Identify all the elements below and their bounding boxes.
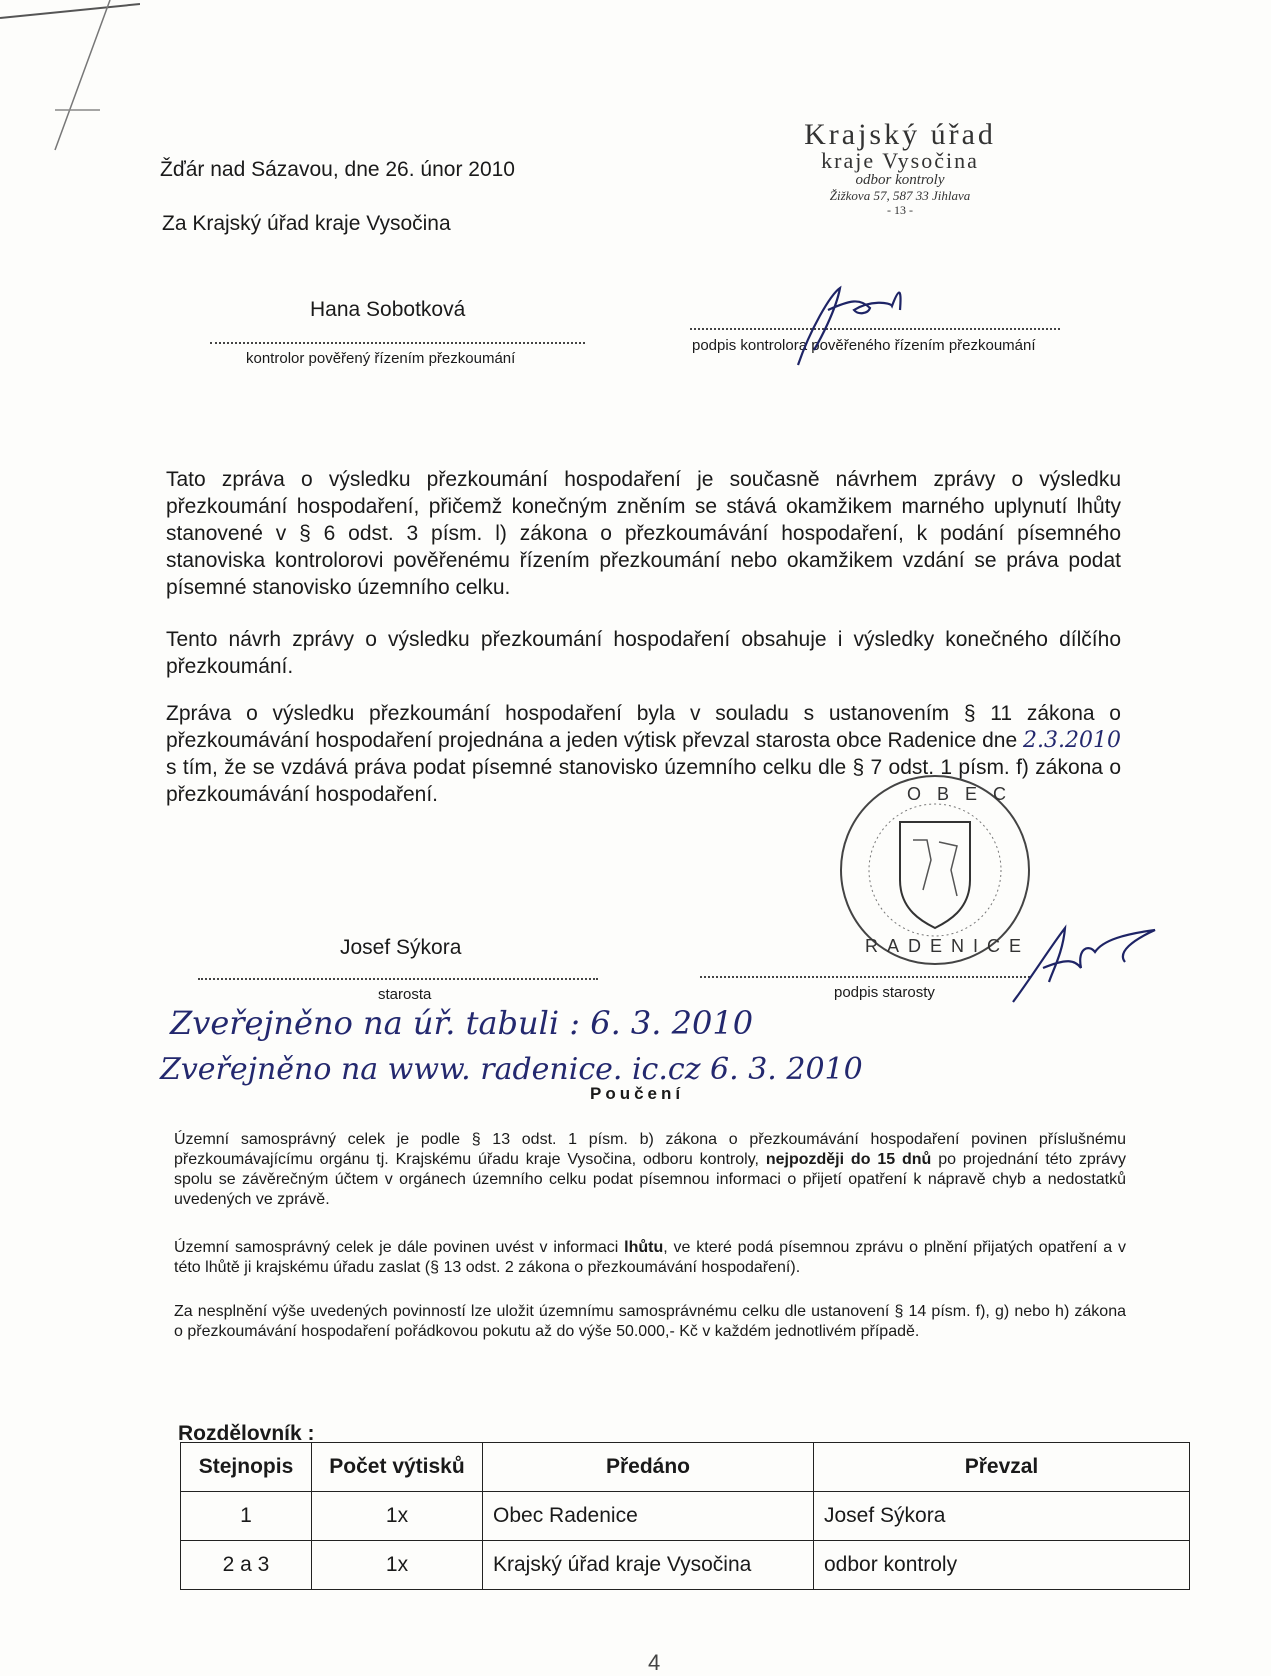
- controller-name: Hana Sobotková: [310, 298, 466, 321]
- cell-count: 1x: [312, 1492, 483, 1541]
- cell-handed-over: Krajský úřad kraje Vysočina: [483, 1541, 814, 1590]
- header-count: Počet výtisků: [312, 1443, 483, 1492]
- office-stamp-line4: Žižkova 57, 587 33 Jihlava: [829, 188, 971, 203]
- instructions-p1-deadline: nejpozději do 15 dnů: [765, 1151, 932, 1168]
- controller-signature-line: [210, 342, 585, 344]
- paragraph-1: Tato zpráva o výsledku přezkoumání hospodaření je současně návrhem zprávy o výsledku přezkoumání hospodaření, přičemž konečným zněním se stává okamžikem marného uplynutí lhůty stanovené v § 6 odst. 3 písm. l) zákona o přezkoumávání hospodaření, k podání písemného stanoviska kontrolorovi pověřenému řízením přezkoumání nebo okamžikem vzdání se práva podat písemné stanovisko územního celku.: [166, 468, 1121, 599]
- distribution-table: [180, 1442, 1190, 1590]
- cell-copy: 2 a 3: [181, 1541, 312, 1590]
- mayor-signature: [1005, 918, 1165, 1008]
- distribution-header-row: [181, 1443, 1190, 1492]
- cell-handed-over: Obec Radenice: [483, 1492, 814, 1541]
- distribution-title: Rozdělovník :: [178, 1422, 315, 1445]
- instructions-title: Poučení: [590, 1084, 685, 1103]
- table-row: [181, 1541, 1190, 1590]
- controller-signature: [780, 280, 930, 370]
- mayor-signature-caption: podpis starosty: [834, 984, 935, 1001]
- handover-date: 2.3.2010: [1023, 728, 1121, 753]
- instructions-p1-text-b: po projednání této zprávy spolu se závěrečným účtem v orgánech územního celku podat písemnou informaci o přijetí opatření k nápravě chyb a nedostatků uvedených ve zprávě.: [174, 1151, 1127, 1208]
- office-stamp-line1: Krajský úřad: [804, 118, 996, 151]
- controller-caption: kontrolor pověřený řízením přezkoumání: [246, 350, 516, 367]
- instructions-p2-text-a: Územní samosprávný celek je dále povinen uvést v informaci: [174, 1239, 619, 1256]
- paragraph-3-before: Zpráva o výsledku přezkoumání hospodaření byla v souladu s ustanovením § 11 zákona o přezkoumávání hospodaření projednána a jeden výtisk převzal starosta obce Radenice dne: [166, 702, 1121, 752]
- instructions-paragraph-1: [174, 1130, 1126, 1210]
- header-received: Převzal: [814, 1443, 1190, 1492]
- cell-received: Josef Sýkora: [814, 1492, 1190, 1541]
- mayor-name: Josef Sýkora: [340, 936, 462, 959]
- header-handed-over: Předáno: [483, 1443, 814, 1492]
- instructions-p2-text-b: , ve které podá písemnou zprávu o plnění přijatých opatření a v této lhůtě ji krajskému úřadu zaslat (§ 13 odst. 2 zákona o přezkoumávání hospodaření).: [174, 1239, 1127, 1276]
- instructions-paragraph-2: [174, 1238, 1126, 1278]
- header-copy: Stejnopis: [181, 1443, 312, 1492]
- for-office: Za Krajský úřad kraje Vysočina: [162, 212, 451, 235]
- mayor-caption: starosta: [378, 986, 432, 1003]
- municipal-stamp-bottom: RADENICE: [865, 936, 1031, 956]
- table-row: [181, 1492, 1190, 1541]
- cell-copy: 1: [181, 1492, 312, 1541]
- mayor-signature-line: [198, 978, 598, 980]
- instructions-p1-text-a: Územní samosprávný celek je podle § 13 odst. 1 písm. b) zákona o přezkoumávání hospodaření povinen příslušnému přezkoumávajícímu orgánu tj. Krajskému úřadu kraje Vysočina, odboru kontroly,: [174, 1131, 1126, 1168]
- cell-count: 1x: [312, 1541, 483, 1590]
- instructions-paragraph-3: Za nesplnění výše uvedených povinností lze uložit územnímu samosprávnému celku dle ustanovení § 14 písm. f), g) nebo h) zákona o přezkoumávání hospodaření pořádkovou pokutu až do výše 50.000,- Kč v každém jednotlivém případě.: [174, 1303, 1126, 1340]
- page-number: 4: [648, 1650, 661, 1675]
- office-stamp-line3: odbor kontroly: [855, 172, 945, 188]
- paragraph-2: Tento návrh zprávy o výsledku přezkoumání hospodaření obsahuje i výsledky konečného dílčího přezkoumání.: [166, 628, 1121, 678]
- cell-received: odbor kontroly: [814, 1541, 1190, 1590]
- municipal-stamp-top: OBEC: [907, 784, 1023, 804]
- handwritten-note-2: Zveřejněno na www. radenice. ic.cz 6. 3. 2010: [160, 1052, 863, 1087]
- controller-signature-caption: podpis kontrolora pověřeného řízením přezkoumání: [692, 337, 1036, 354]
- paragraph-3-after: s tím, že se vzdává práva podat písemné stanovisko územního celku dle § 7 odst. 1 písm. f) zákona o přezkoumávání hospodaření.: [166, 756, 1121, 806]
- office-stamp-line2: kraje Vysočina: [821, 148, 979, 173]
- office-stamp-line5: - 13 -: [887, 203, 913, 217]
- office-stamp: [760, 118, 1040, 218]
- mayor-sign-line: [700, 976, 1030, 978]
- scan-edge-mark: [0, 0, 140, 170]
- place-date: Žďár nad Sázavou, dne 26. únor 2010: [160, 158, 515, 181]
- handwritten-note-1: Zveřejněno na úř. tabuli : 6. 3. 2010: [170, 1004, 754, 1042]
- instructions-p2-term: lhůtu: [624, 1239, 664, 1256]
